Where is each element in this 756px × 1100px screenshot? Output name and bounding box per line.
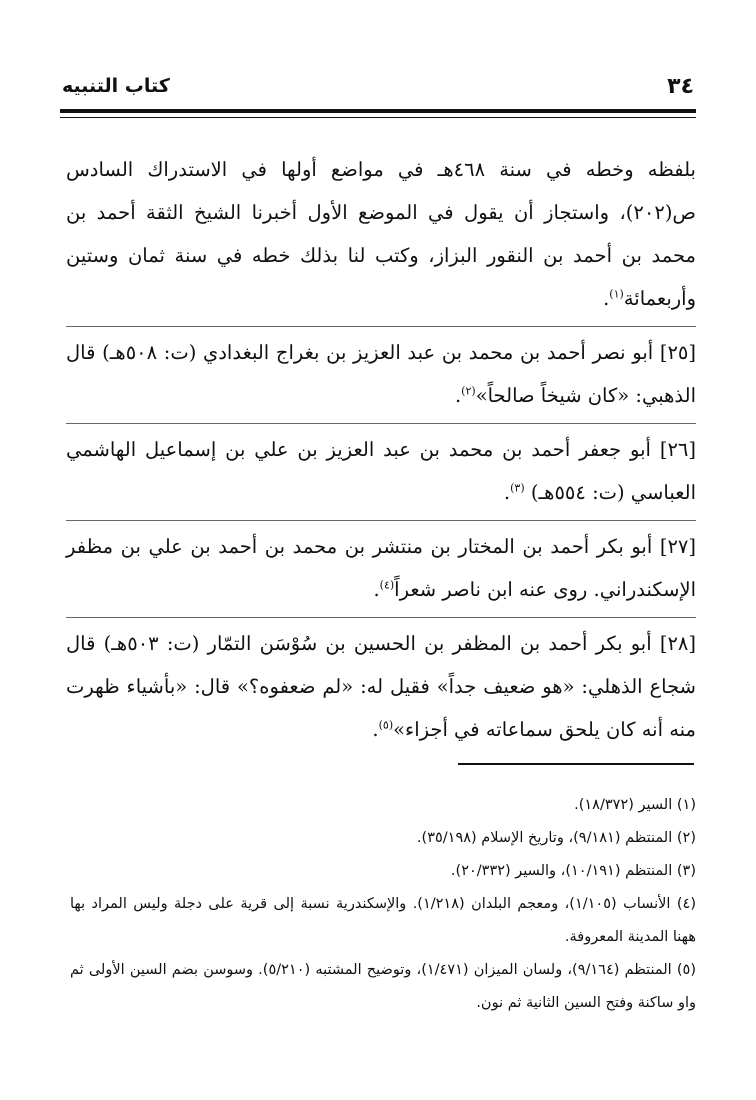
footnote-text: المنتظم (٩/١٦٤)، ولسان الميزان (١/٤٧١)، وتوضيح المشتبه (٥/٢١٠). وسوسن بضم السين الأولى ثم واو ساكنة وفتح السين الثانية ثم نون.: [70, 962, 696, 1011]
footnote-5: [70, 954, 696, 1020]
entry-separator: [66, 520, 696, 521]
entry-26: [٢٦] أبو جعفر أحمد بن محمد بن عبد العزيز بن علي بن إسماعيل الهاشمي العباسي (ت: ٥٥٤هـ) $^{(٣)}$.: [66, 438, 697, 504]
intro-paragraph: بلفظه وخطه في سنة ٤٦٨هـ في مواضع أولها في الاستدراك السادس ص(٢٠٢)، واستجاز أن يقول في الموضع الأول أخبرنا الشيخ الثقة أحمد بن محمد بن أحمد بن النقور البزاز، وكتب لنا بذلك خطه في سنة ثمان وستين وأربعمائة$^{(١)}$.: [66, 158, 696, 310]
entry-separator: [66, 423, 696, 424]
entry-number: [٢٧]: [659, 535, 696, 558]
entry-text: أبو بكر أحمد بن المختار بن منتشر بن محمد بن أحمد بن علي بن مظفر الإسكندراني. روى عنه ابن ناصر شعراً: [66, 535, 696, 601]
footnote-2: [70, 822, 696, 855]
footnote-4: [70, 888, 696, 954]
footnote-number: (٢): [676, 830, 696, 846]
header-rule-thick: [60, 109, 696, 113]
entry-number: [٢٥]: [659, 341, 697, 364]
entry-number: [٢٨]: [659, 632, 696, 655]
entry-28: [٢٨] أبو بكر أحمد بن المظفر بن الحسين بن سُوْسَن التمّار (ت: ٥٠٣هـ) قال شجاع الذهلي: «هو ضعيف جداً» فقيل له: «لم ضعفوه؟» قال: «بأشياء ظهرت منه أنه كان يلحق سماعاته في أجزاء»$^{(٥)}$.: [66, 632, 696, 741]
footnote-1: [70, 789, 696, 822]
footnote-text: السير (١٨/٣٧٢).: [574, 797, 673, 813]
footnote-text: الأنساب (١/١٠٥)، ومعجم البلدان (١/٢١٨). والإسكندرية نسبة إلى قرية على دجلة وليس المراد بها ههنا المدينة المعروفة.: [70, 896, 696, 945]
footnote-ref: (٥): [378, 718, 394, 732]
footnote-ref: (٢): [461, 384, 476, 398]
intro-text: بلفظه وخطه في سنة ٤٦٨هـ في مواضع أولها في الاستدراك السادس ص(٢٠٢)، واستجاز أن يقول في الموضع الأول أخبرنا الشيخ الثقة أحمد بن محمد بن أحمد بن النقور البزاز، وكتب لنا بذلك خطه في سنة ثمان وستين وأربعمائة: [66, 158, 696, 310]
entry-separator: [66, 617, 696, 618]
main-text: [66, 148, 696, 751]
entry-number: [٢٦]: [659, 438, 697, 461]
entry-separator: [66, 326, 696, 327]
entry-text: أبو بكر أحمد بن المظفر بن الحسين بن سُوْسَن التمّار (ت: ٥٠٣هـ) قال شجاع الذهلي: «هو ضعيف جداً» فقيل له: «لم ضعفوه؟» قال: «بأشياء ظهرت منه أنه كان يلحق سماعاته في أجزاء»: [66, 632, 696, 741]
footnote-3: [70, 855, 696, 888]
footnote-ref: (١): [609, 287, 624, 301]
page-number: ٣٤: [667, 74, 694, 99]
footnote-number: (٥): [676, 962, 697, 978]
footnote-text: المنتظم (٩/١٨١)، وتاريخ الإسلام (٣٥/١٩٨).: [416, 830, 673, 846]
footnote-rule: [458, 763, 694, 765]
entry-27: [٢٧] أبو بكر أحمد بن المختار بن منتشر بن محمد بن أحمد بن علي بن مظفر الإسكندراني. روى عنه ابن ناصر شعراً$^{(٤)}$.: [66, 535, 696, 601]
footnote-ref: (٤): [379, 578, 395, 592]
header-rule-thin: [60, 117, 696, 118]
running-title: كتاب التنبيه: [62, 75, 170, 97]
footnote-ref: (٣): [510, 481, 525, 495]
footnotes: [70, 789, 696, 1020]
footnote-text: المنتظم (١٠/١٩١)، والسير (٢٠/٣٣٢).: [450, 863, 673, 879]
footnote-number: (٣): [676, 863, 696, 879]
footnote-number: (٤): [676, 896, 696, 912]
footnote-number: (١): [676, 797, 696, 813]
entry-25: [٢٥] أبو نصر أحمد بن محمد بن عبد العزيز بن بغراج البغدادي (ت: ٥٠٨هـ) قال الذهبي: «كان شيخاً صالحاً»$^{(٢)}$.: [66, 341, 697, 407]
entry-text: أبو نصر أحمد بن محمد بن عبد العزيز بن بغراج البغدادي (ت: ٥٠٨هـ) قال الذهبي: «كان شيخاً صالحاً»: [66, 341, 696, 407]
entry-text: أبو جعفر أحمد بن محمد بن عبد العزيز بن علي بن إسماعيل الهاشمي العباسي (ت: ٥٥٤هـ): [66, 438, 696, 504]
